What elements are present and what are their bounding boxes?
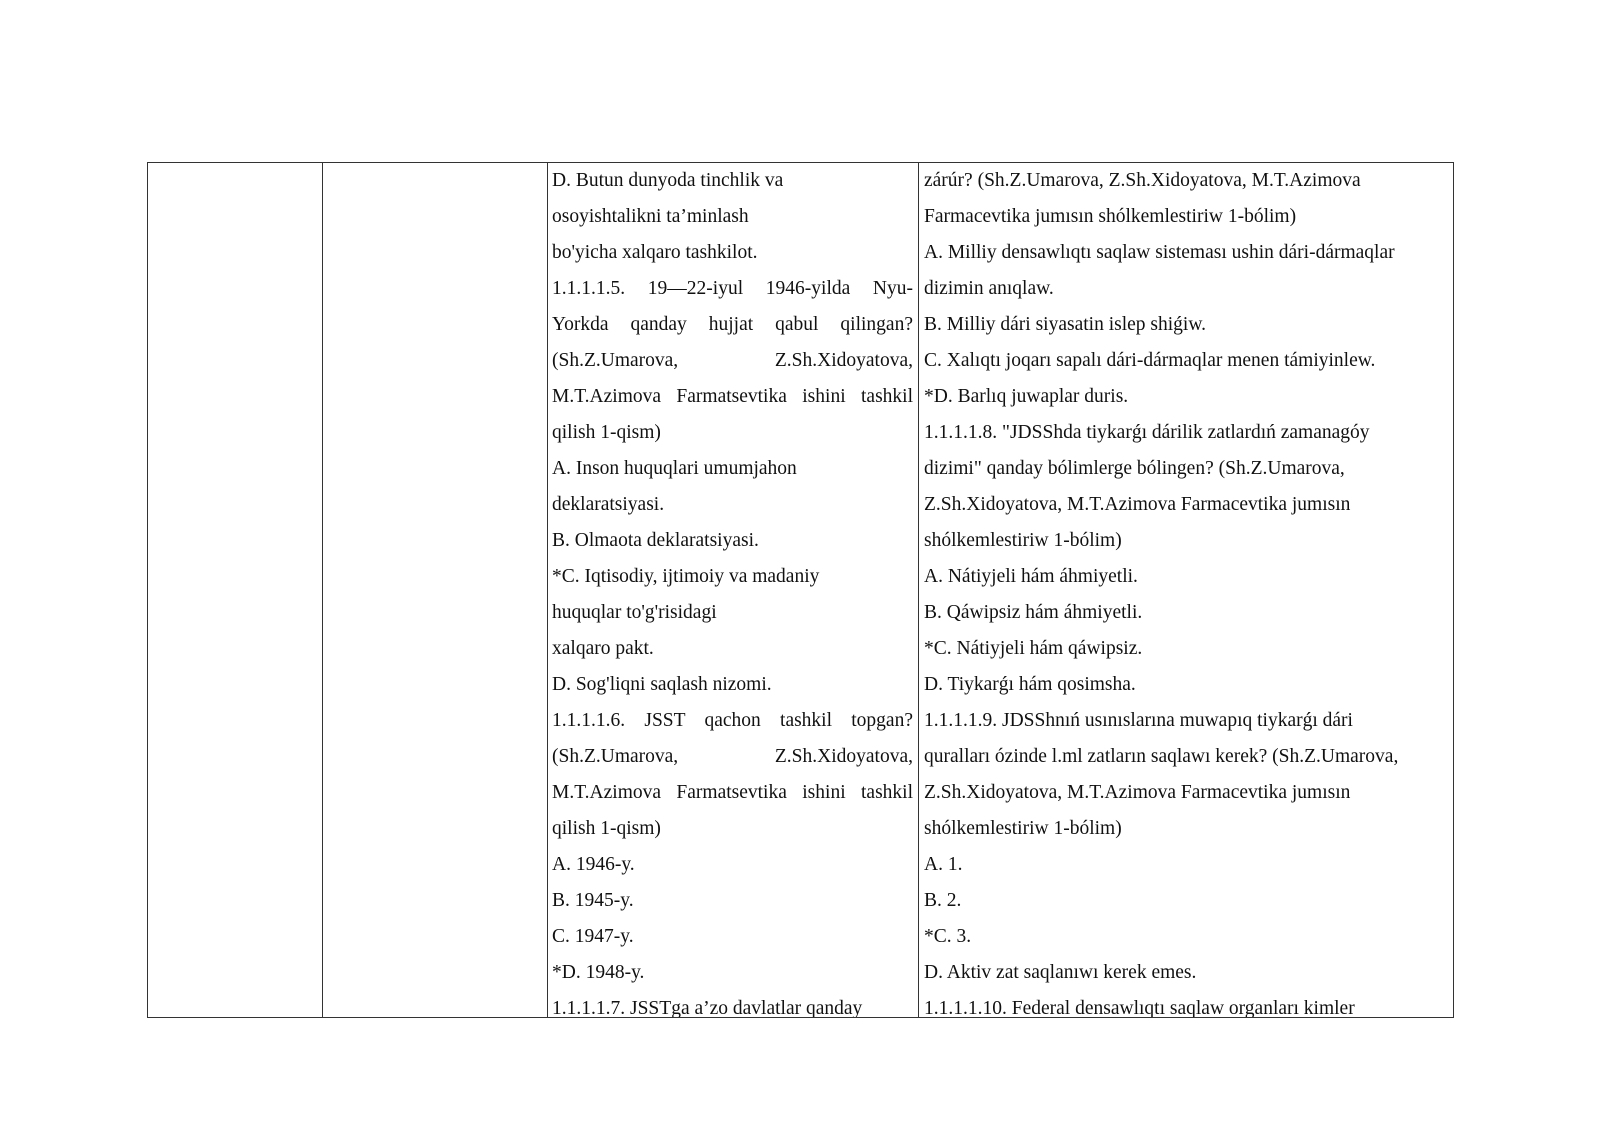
text-line: C. Xalıqtı joqarı sapalı dári-dármaqlar menen támiyinlew. — [924, 350, 1376, 371]
text-line: Farmacevtika jumısın shólkemlestiriw 1-bólim) — [924, 206, 1297, 227]
text-line: D. Butun dunyoda tinchlik va — [552, 170, 784, 191]
table-column-questions-uzbek — [548, 163, 919, 1017]
table-column-questions-karakalpak — [919, 163, 1454, 1017]
question-table — [147, 162, 1454, 1018]
text-line: osoyishtalikni ta’minlash — [552, 206, 749, 227]
text-line: M.T.Azimova Farmatsevtika ishini tashkil — [552, 386, 913, 407]
text-line: *C. 3. — [924, 926, 972, 947]
table-column-number — [148, 163, 323, 1017]
text-line: 1.1.1.1.8. "JDSShda tiykarǵı dárilik zatlardıń zamanagóy — [924, 422, 1370, 443]
text-line: xalqaro pakt. — [552, 638, 654, 659]
text-line: D. Tiykarǵı hám qosimsha. — [924, 674, 1136, 695]
text-line: qilish 1-qism) — [552, 422, 661, 443]
text-line: shólkemlestiriw 1-bólim) — [924, 530, 1122, 551]
text-line: 1.1.1.1.10. Federal densawlıqtı saqlaw organları kimler — [924, 998, 1355, 1017]
text-line: C. 1947-y. — [552, 926, 634, 947]
text-line: *D. 1948-y. — [552, 962, 645, 983]
text-line: 1.1.1.1.9. JDSShnıń usınıslarına muwapıq tiykarǵı dári — [924, 710, 1353, 731]
text-line: quralları ózinde l.ml zatların saqlawı kerek? (Sh.Z.Umarova, — [924, 746, 1399, 767]
text-line: Yorkda qanday hujjat qabul qilingan? — [552, 314, 913, 335]
text-line: A. 1. — [924, 854, 963, 875]
text-line: B. 2. — [924, 890, 962, 911]
text-line: (Sh.Z.Umarova, Z.Sh.Xidoyatova, — [552, 350, 913, 371]
text-line: 1.1.1.1.7. JSSTga a’zo davlatlar qanday — [552, 998, 863, 1017]
text-line: A. 1946-y. — [552, 854, 635, 875]
text-line: 1.1.1.1.5. 19—22-iyul 1946-yilda Nyu- — [552, 278, 913, 299]
text-line: *C. Iqtisodiy, ijtimoiy va madaniy — [552, 566, 820, 587]
text-line: A. Inson huquqlari umumjahon — [552, 458, 797, 479]
text-line: dizimin anıqlaw. — [924, 278, 1054, 299]
text-line: huquqlar to'g'risidagi — [552, 602, 717, 623]
text-line: B. Milliy dári siyasatin islep shiǵiw. — [924, 314, 1207, 335]
text-line: shólkemlestiriw 1-bólim) — [924, 818, 1122, 839]
text-line: M.T.Azimova Farmatsevtika ishini tashkil — [552, 782, 913, 803]
text-line: A. Nátiyjeli hám áhmiyetli. — [924, 566, 1138, 587]
text-line: B. 1945-y. — [552, 890, 634, 911]
text-line: deklaratsiyasi. — [552, 494, 665, 515]
text-line: 1.1.1.1.6. JSST qachon tashkil topgan? — [552, 710, 913, 731]
text-line: B. Qáwipsiz hám áhmiyetli. — [924, 602, 1143, 623]
text-line: zárúr? (Sh.Z.Umarova, Z.Sh.Xidoyatova, M.T.Azimova — [924, 170, 1361, 191]
text-line: *D. Barlıq juwaplar duris. — [924, 386, 1129, 407]
table-column-topic — [323, 163, 548, 1017]
text-line: A. Milliy densawlıqtı saqlaw sisteması ushin dári-dármaqlar — [924, 242, 1395, 263]
text-line: dizimi" qanday bólimlerge bólingen? (Sh.Z.Umarova, — [924, 458, 1345, 479]
text-line: D. Sog'liqni saqlash nizomi. — [552, 674, 772, 695]
text-line: *C. Nátiyjeli hám qáwipsiz. — [924, 638, 1143, 659]
text-line: Z.Sh.Xidoyatova, M.T.Azimova Farmacevtika jumısın — [924, 782, 1351, 803]
text-line: D. Aktiv zat saqlanıwı kerek emes. — [924, 962, 1197, 983]
text-line: Z.Sh.Xidoyatova, M.T.Azimova Farmacevtika jumısın — [924, 494, 1351, 515]
text-line: qilish 1-qism) — [552, 818, 661, 839]
text-line: B. Olmaota deklaratsiyasi. — [552, 530, 759, 551]
text-line: (Sh.Z.Umarova, Z.Sh.Xidoyatova, — [552, 746, 913, 767]
text-line: bo'yicha xalqaro tashkilot. — [552, 242, 758, 263]
